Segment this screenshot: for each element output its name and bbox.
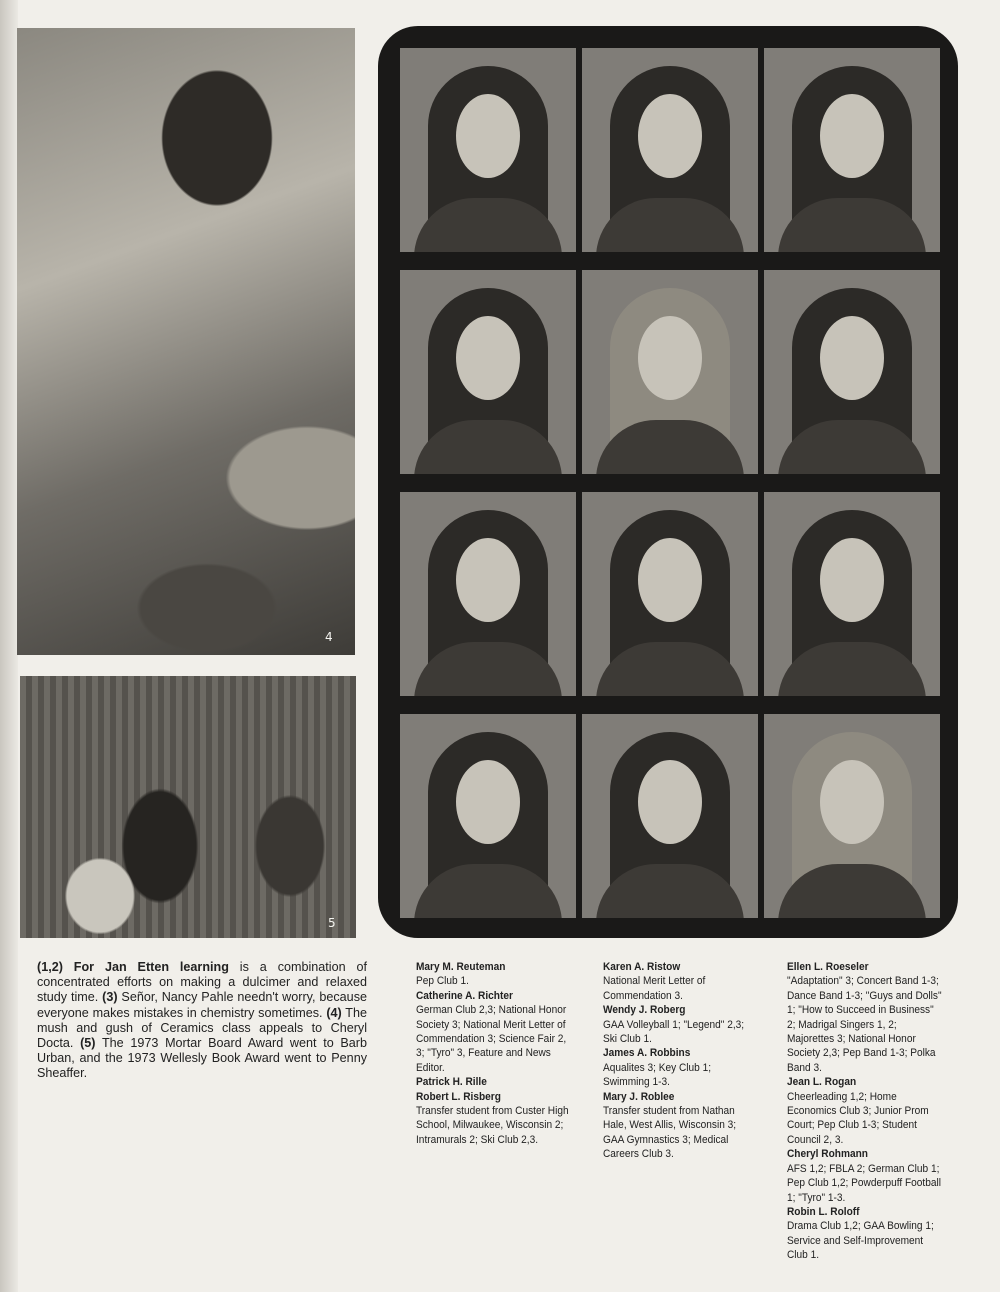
senior-entry [603, 1046, 759, 1089]
senior-name: Cheryl Rohmann [787, 1148, 868, 1161]
senior-activities: Aqualites 3; Key Club 1; Swimming 1-3. [603, 1061, 712, 1089]
senior-portrait [400, 492, 576, 696]
senior-name: Patrick H. Rille [416, 1076, 487, 1089]
senior-name: Robert L. Risberg [416, 1090, 501, 1103]
senior-portrait [582, 270, 758, 474]
senior-activities: "Adaptation" 3; Concert Band 1-3; Dance Band 1-3; "Guys and Dolls" 1; "How to Succeed in Business" 2; Madrigal Singers 1, 2; Majorettes 3; National Honor Society 2,3; Pep Band 1-3; Polka Band 3. [787, 975, 942, 1074]
senior-activities: National Merit Letter of Commendation 3. [603, 975, 706, 1002]
senior-name: James A. Robbins [603, 1047, 691, 1060]
senior-name: Wendy J. Roberg [603, 1004, 686, 1017]
senior-portrait [764, 48, 940, 252]
senior-activities: Cheerleading 1,2; Home Economics Club 3; Junior Prom Court; Pep Club 1-3; Student Council 2, 3. [787, 1090, 929, 1146]
senior-portrait [764, 492, 940, 696]
senior-entry [416, 1090, 572, 1148]
senior-entry [416, 1075, 572, 1089]
senior-activities: Drama Club 1,2; GAA Bowling 1; Service and Self-Improvement Club 1. [787, 1220, 934, 1262]
senior-name: Mary M. Reuteman [416, 961, 506, 973]
senior-list-column-2 [603, 960, 759, 1162]
senior-entry [787, 960, 943, 1075]
senior-name: Catherine A. Richter [416, 989, 513, 1002]
senior-portrait [400, 714, 576, 918]
senior-activities: Transfer student from Custer High School, Milwaukee, Wisconsin 2; Intramurals 2; Ski Club 2,3. [416, 1105, 569, 1146]
senior-portrait [764, 270, 940, 474]
senior-entry [787, 1075, 943, 1147]
senior-portrait [582, 492, 758, 696]
senior-entry [603, 960, 759, 1003]
senior-entry [603, 1003, 759, 1046]
senior-portrait [400, 270, 576, 474]
senior-entry [416, 960, 572, 989]
senior-portrait [400, 48, 576, 252]
senior-portrait [764, 714, 940, 918]
senior-name: Jean L. Rogan [787, 1076, 857, 1089]
senior-list-column-1 [416, 960, 572, 1147]
senior-name: Ellen L. Roeseler [787, 961, 869, 973]
award-winners-photo [20, 676, 356, 938]
senior-activities: German Club 2,3; National Honor Society 3; National Merit Letter of Commendation 3; Science Fair 2, 3; "Tyro" 3, Feature and News Editor. [416, 1004, 567, 1074]
photo-caption: (1,2) For Jan Etten learning is a combination of concentrated efforts on making a dulcimer and relaxed study time. (3) Señor, Nancy Pahle needn't worry, because everyone makes mistakes in chemistry sometimes. (4) The mush and gush of Ceramics class appeals to Cheryl Docta. (5) The 1973 Mortar Board Award went to Barb Urban, and the 1973 Wellesly Book Award went to Penny Sheaffer. [37, 960, 367, 1081]
senior-entry [787, 1147, 943, 1205]
senior-name: Robin L. Roloff [787, 1205, 860, 1218]
senior-entry [416, 989, 572, 1075]
senior-activities: AFS 1,2; FBLA 2; German Club 1; Pep Club 1,2; Powderpuff Football 1; "Tyro" 1-3. [787, 1162, 941, 1204]
senior-list-column-3 [787, 960, 943, 1263]
senior-portrait [582, 714, 758, 918]
senior-entry [603, 1090, 759, 1162]
senior-name: Karen A. Ristow [603, 961, 681, 973]
photo-number-5: 5 [328, 916, 336, 930]
senior-activities: Pep Club 1. [416, 975, 469, 988]
senior-portraits-panel [378, 26, 958, 938]
senior-portrait [582, 48, 758, 252]
senior-activities: GAA Volleyball 1; "Legend" 2,3; Ski Club 1. [603, 1018, 745, 1046]
page-binding [0, 0, 18, 1292]
senior-name: Mary J. Roblee [603, 1090, 675, 1103]
senior-entry [787, 1205, 943, 1263]
senior-activities: Transfer student from Nathan Hale, West Allis, Wisconsin 3; GAA Gymnastics 3; Medical Careers Club 3. [603, 1105, 737, 1161]
ceramics-class-photo [17, 28, 355, 655]
photo-number-4: 4 [325, 630, 333, 644]
